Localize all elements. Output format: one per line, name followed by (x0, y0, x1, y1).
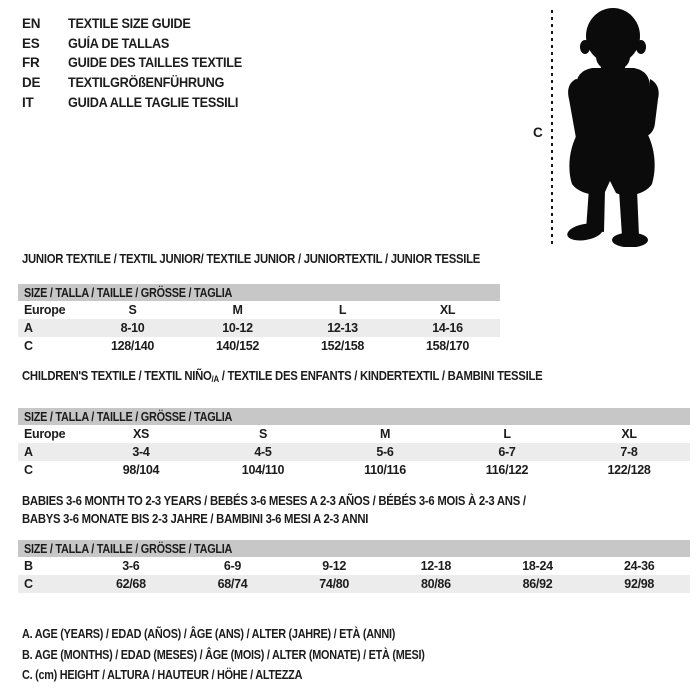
size-header-bar: SIZE / TALLA / TAILLE / GRÖSSE / TAGLIA (18, 408, 690, 425)
lang-code: IT (22, 94, 34, 110)
section-title-children: CHILDREN'S TEXTILE / TEXTIL NIÑO/A / TEXTILE DES ENFANTS / KINDERTEXTIL / BAMBINI TESSILE (22, 368, 543, 384)
lang-label: GUIDE DES TAILLES TEXTILE (68, 55, 242, 71)
toddler-silhouette-icon (556, 5, 672, 247)
legend-line-b: B. AGE (MONTHS) / EDAD (MESES) / ÂGE (MOIS) / ALTER (MONATE) / ETÀ (MESI) (22, 647, 425, 662)
height-dimension-label: C (533, 125, 543, 140)
table-row-height: C 128/140 140/152 152/158 158/170 (24, 339, 470, 353)
language-title-list (22, 14, 253, 112)
table-row-height: C 98/104 104/110 110/116 116/122 122/128 (24, 463, 651, 477)
table-row-height: C 62/68 68/74 74/80 80/86 86/92 92/98 (18, 575, 690, 593)
section-title-junior: JUNIOR TEXTILE / TEXTIL JUNIOR/ TEXTILE JUNIOR / JUNIORTEXTIL / JUNIOR TESSILE (22, 251, 481, 266)
lang-row-en (22, 14, 253, 34)
lang-label: GUIDA ALLE TAGLIE TESSILI (68, 94, 239, 110)
lang-code: FR (22, 55, 40, 71)
section-title-babies: BABIES 3-6 MONTH TO 2-3 YEARS / BEBÉS 3-6 MESES A 2-3 AÑOS / BÉBÉS 3-6 MOIS À 2-3 ANS / BABYS 3-6 MONATE BIS 2-3 JAHRE / BAMBINI 3-6 MESI A 2-3 ANNI (22, 493, 526, 526)
lang-row-es (22, 34, 253, 54)
lang-code: ES (22, 35, 40, 51)
table-row-age-years: A 8-10 10-12 12-13 14-16 (18, 319, 500, 337)
junior-size-table (18, 284, 500, 355)
lang-label: TEXTILE SIZE GUIDE (68, 16, 191, 32)
babies-size-table (18, 540, 690, 593)
lang-row-it (22, 92, 253, 112)
size-header-bar: SIZE / TALLA / TAILLE / GRÖSSE / TAGLIA (18, 284, 500, 301)
height-dimension-line (551, 10, 553, 246)
lang-label: TEXTILGRÖßENFÜHRUNG (68, 75, 225, 91)
table-row-age-years: A 3-4 4-5 5-6 6-7 7-8 (18, 443, 690, 461)
table-row-age-months: B 3-6 6-9 9-12 12-18 18-24 24-36 (24, 559, 655, 573)
size-header-bar: SIZE / TALLA / TAILLE / GRÖSSE / TAGLIA (18, 540, 690, 557)
lang-code: EN (22, 16, 41, 32)
legend-line-c: C. (cm) HEIGHT / ALTURA / HAUTEUR / HÖHE / ALTEZZA (22, 668, 303, 683)
table-row-europe: Europe XS S M L XL (24, 427, 637, 441)
lang-row-fr (22, 53, 253, 73)
children-size-table (18, 408, 690, 479)
table-row-europe: Europe S M L XL (24, 303, 456, 317)
dimension-legend (22, 624, 485, 686)
legend-line-a: A. AGE (YEARS) / EDAD (AÑOS) / ÂGE (ANS) / ALTER (JAHRE) / ETÀ (ANNI) (22, 627, 396, 642)
lang-row-de (22, 73, 253, 93)
lang-code: DE (22, 75, 41, 91)
lang-label: GUÍA DE TALLAS (68, 35, 170, 51)
